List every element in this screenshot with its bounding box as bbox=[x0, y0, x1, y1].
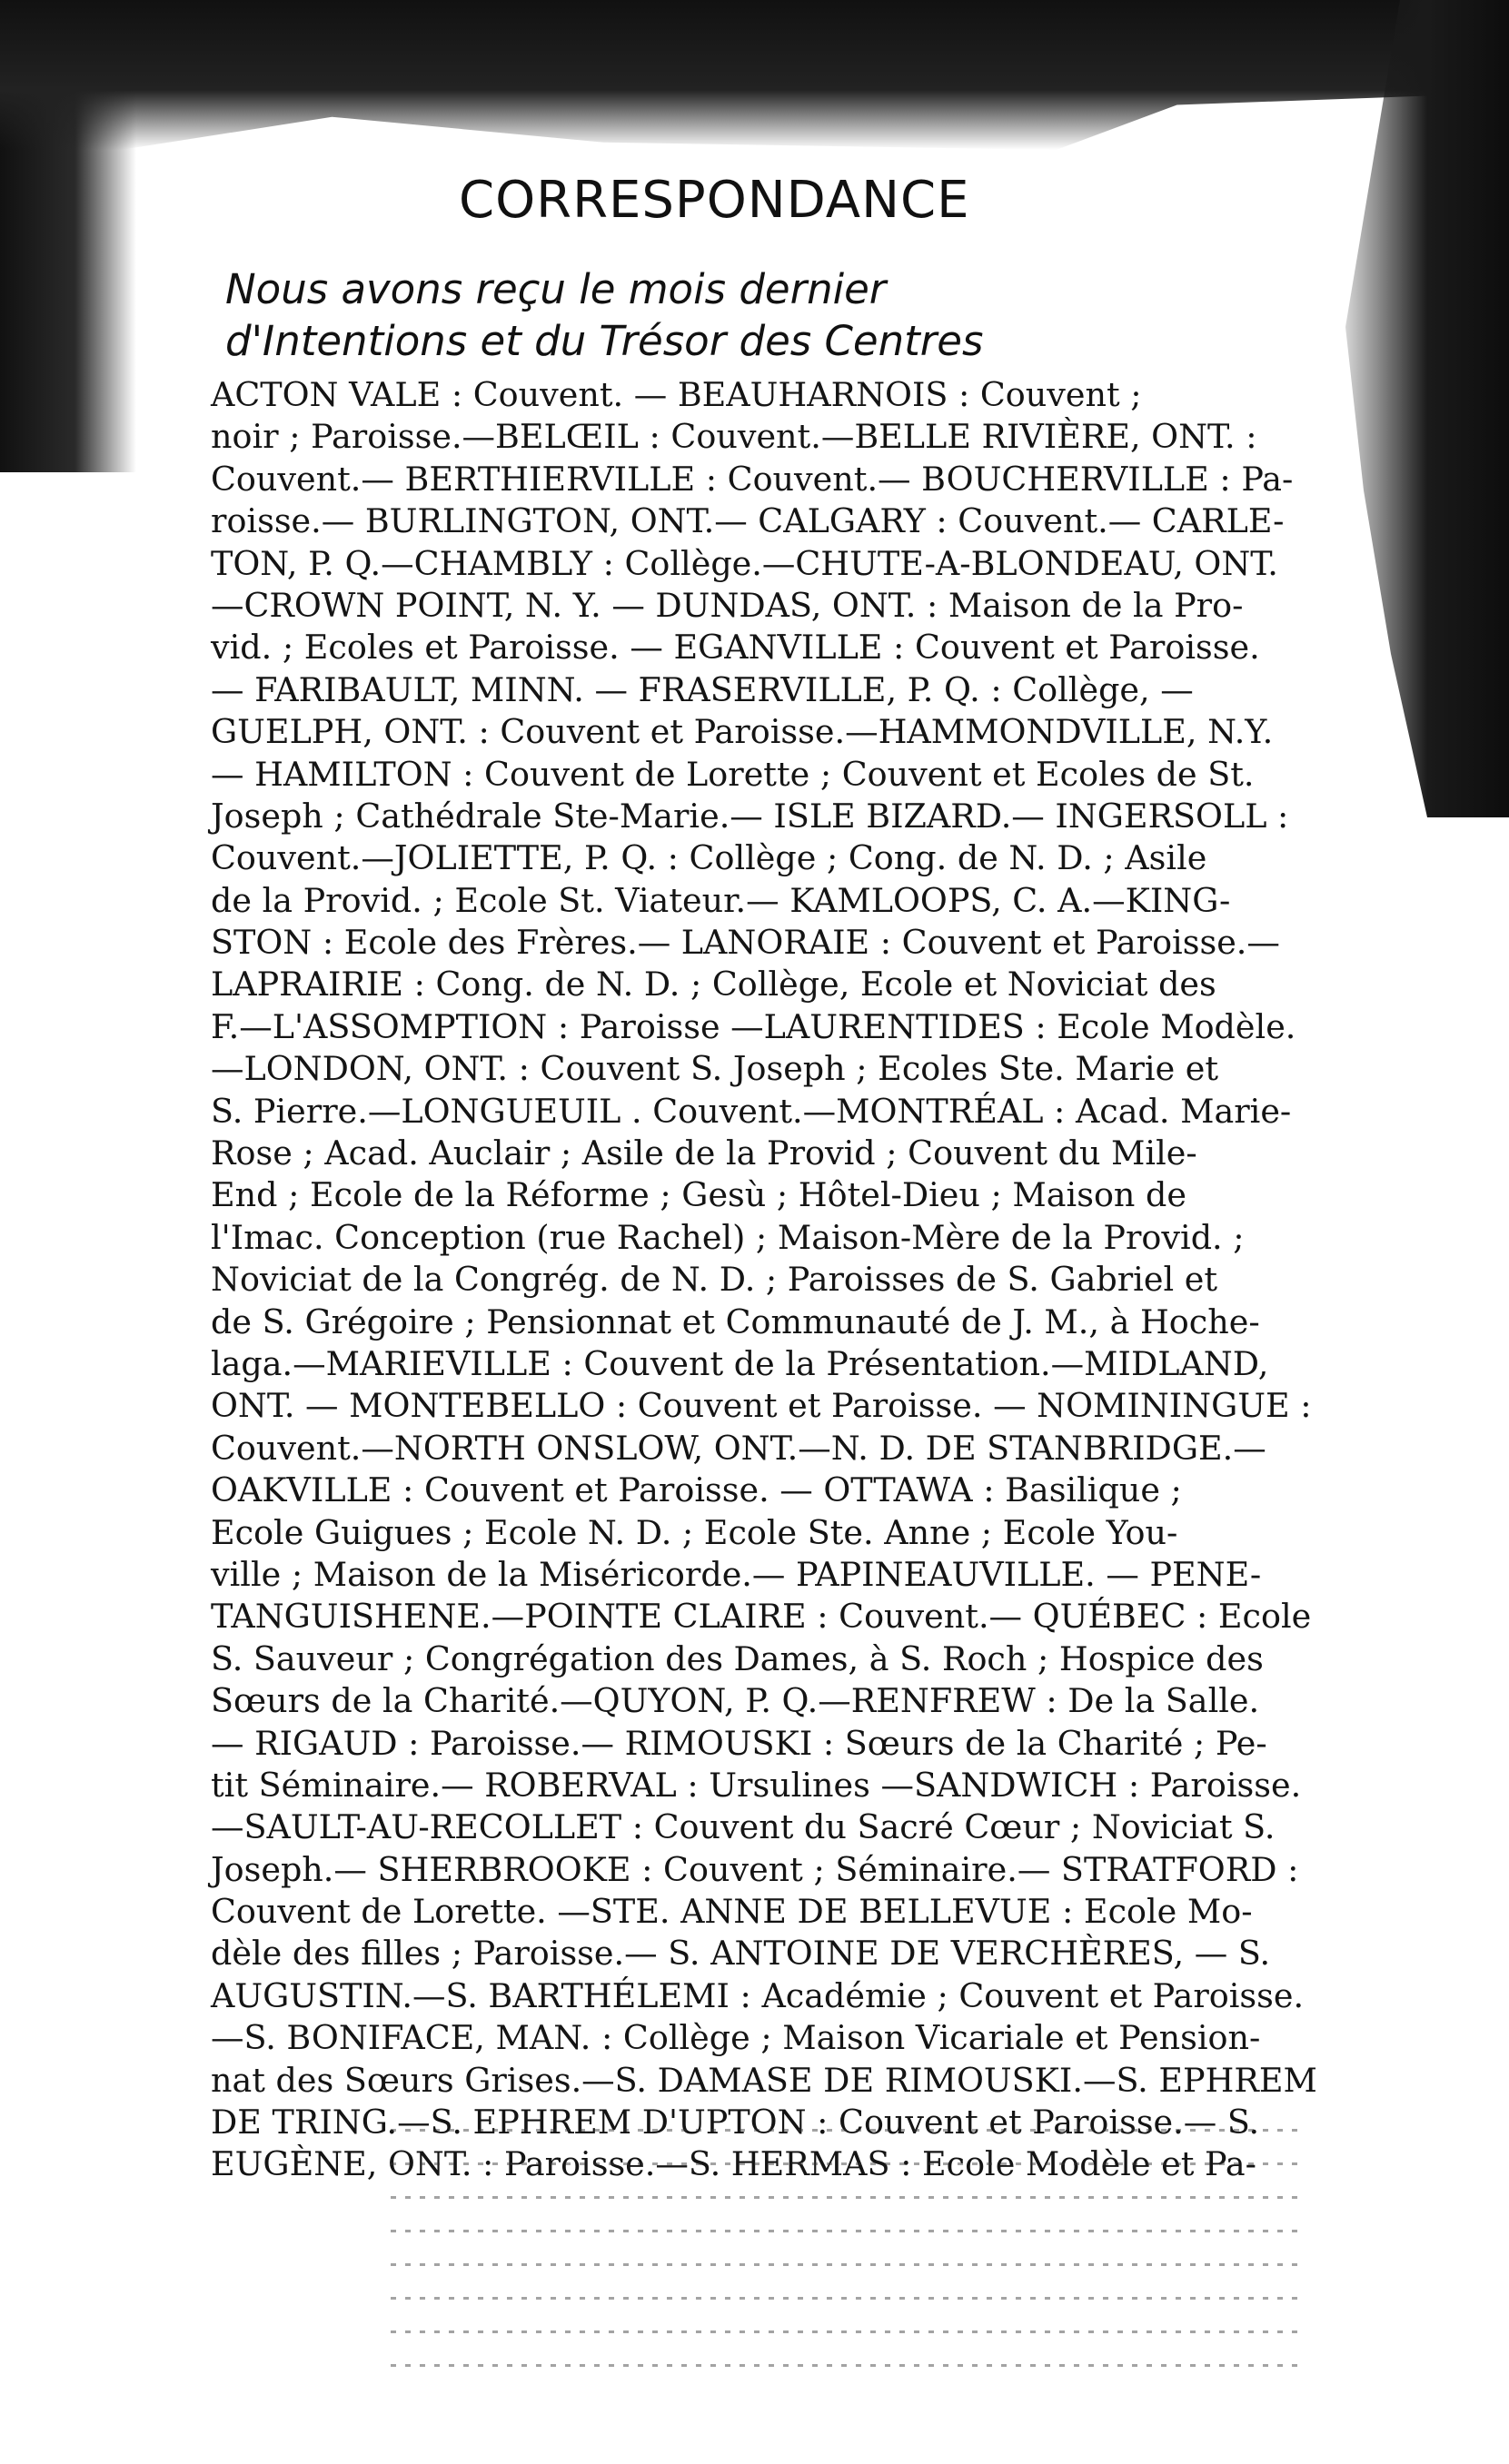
page-title: CORRESPONDANCE bbox=[459, 171, 970, 230]
text-line: AUGUSTIN.—S. BARTHÉLEMI : Académie ; Couvent et Paroisse. bbox=[211, 1975, 1305, 2015]
text-line: OAKVILLE : Couvent et Paroisse. — OTTAWA : Basilique ; bbox=[211, 1470, 1182, 1510]
text-line: —SAULT-AU-RECOLLET : Couvent du Sacré Cœur ; Noviciat S. bbox=[211, 1807, 1276, 1847]
text-line: Rose ; Acad. Auclair ; Asile de la Provid ; Couvent du Mile- bbox=[211, 1133, 1197, 1173]
intro-text bbox=[225, 263, 1315, 367]
text-line: noir ; Paroisse.—BELŒIL : Couvent.—BELLE RIVIÈRE, ONT. : bbox=[211, 417, 1257, 457]
text-line: End ; Ecole de la Réforme ; Gesù ; Hôtel-Dieu ; Maison de bbox=[211, 1175, 1187, 1215]
text-line: STON : Ecole des Frères.— LANORAIE : Couvent et Paroisse.— bbox=[211, 923, 1280, 963]
text-line: Joseph.— SHERBROOKE : Couvent ; Séminaire.— STRATFORD : bbox=[211, 1849, 1299, 1889]
text-line: Couvent de Lorette. —STE. ANNE DE BELLEVUE : Ecole Mo- bbox=[211, 1892, 1253, 1932]
text-line: — FARIBAULT, MINN. — FRASERVILLE, P. Q. : Collège, — bbox=[211, 669, 1194, 709]
text-line: TON, P. Q.—CHAMBLY : Collège.—CHUTE-A-BLONDEAU, ONT. bbox=[211, 543, 1278, 583]
text-line: ONT. — MONTEBELLO : Couvent et Paroisse. — NOMININGUE : bbox=[211, 1386, 1312, 1426]
text-line: S. Pierre.—LONGUEUIL . Couvent.—MONTRÉAL : Acad. Marie- bbox=[211, 1091, 1292, 1131]
text-line: —CROWN POINT, N. Y. — DUNDAS, ONT. : Maison de la Pro- bbox=[211, 585, 1244, 625]
text-line: LAPRAIRIE : Cong. de N. D. ; Collège, Ecole et Noviciat des bbox=[211, 965, 1216, 1004]
text-line: Couvent.— BERTHIERVILLE : Couvent.— BOUCHERVILLE : Pa- bbox=[211, 459, 1294, 499]
intro-line: d'Intentions et du Trésor des Centres bbox=[225, 317, 984, 365]
text-line: ACTON VALE : Couvent. — BEAUHARNOIS : Couvent ; bbox=[211, 375, 1142, 414]
text-line: DE TRING.—S. EPHREM D'UPTON : Couvent et Paroisse.— S. bbox=[211, 2103, 1260, 2142]
body-text bbox=[211, 374, 1328, 2186]
text-line: vid. ; Ecoles et Paroisse. — EGANVILLE : Couvent et Paroisse. bbox=[211, 628, 1260, 668]
text-line: ville ; Maison de la Miséricorde.— PAPINEAUVILLE. — PENE- bbox=[211, 1554, 1262, 1594]
text-line: Sœurs de la Charité.—QUYON, P. Q.—RENFREW : De la Salle. bbox=[211, 1681, 1260, 1721]
text-line: TANGUISHENE.—POINTE CLAIRE : Couvent.— QUÉBEC : Ecole bbox=[211, 1597, 1312, 1637]
text-line: F.—L'ASSOMPTION : Paroisse —LAURENTIDES : Ecole Modèle. bbox=[211, 1006, 1296, 1046]
text-line: l'Imac. Conception (rue Rachel) ; Maison-Mère de la Provid. ; bbox=[211, 1217, 1245, 1257]
text-line: EUGÈNE, ONT. : Paroisse.—S. HERMAS : Ecole Modèle et Pa- bbox=[211, 2144, 1256, 2184]
text-line: Noviciat de la Congrég. de N. D. ; Paroisses de S. Gabriel et bbox=[211, 1260, 1217, 1300]
page-damage-top bbox=[0, 0, 1509, 150]
text-line: dèle des filles ; Paroisse.— S. ANTOINE DE VERCHÈRES, — S. bbox=[211, 1934, 1271, 1974]
page-damage-right bbox=[1327, 0, 1509, 817]
faded-text-noise bbox=[391, 2098, 1299, 2425]
text-line: roisse.— BURLINGTON, ONT.— CALGARY : Couvent.— CARLE- bbox=[211, 501, 1285, 541]
text-line: Ecole Guigues ; Ecole N. D. ; Ecole Ste. Anne ; Ecole You- bbox=[211, 1512, 1178, 1552]
text-line: S. Sauveur ; Congrégation des Dames, à S. Roch ; Hospice des bbox=[211, 1638, 1264, 1678]
text-line: de la Provid. ; Ecole St. Viateur.— KAMLOOPS, C. A.—KING- bbox=[211, 880, 1231, 920]
text-line: — HAMILTON : Couvent de Lorette ; Couvent et Ecoles de St. bbox=[211, 754, 1255, 794]
text-line: de S. Grégoire ; Pensionnat et Communauté de J. M., à Hoche- bbox=[211, 1301, 1260, 1341]
text-line: —LONDON, ONT. : Couvent S. Joseph ; Ecoles Ste. Marie et bbox=[211, 1049, 1219, 1089]
text-line: laga.—MARIEVILLE : Couvent de la Présentation.—MIDLAND, bbox=[211, 1343, 1269, 1383]
text-line: — RIGAUD : Paroisse.— RIMOUSKI : Sœurs de la Charité ; Pe- bbox=[211, 1723, 1267, 1763]
intro-line: Nous avons reçu le mois dernier bbox=[225, 265, 887, 313]
text-line: Couvent.—JOLIETTE, P. Q. : Collège ; Cong. de N. D. ; Asile bbox=[211, 838, 1207, 878]
text-line: Couvent.—NORTH ONSLOW, ONT.—N. D. DE STANBRIDGE.— bbox=[211, 1428, 1266, 1468]
text-line: Joseph ; Cathédrale Ste-Marie.— ISLE BIZARD.— INGERSOLL : bbox=[211, 796, 1289, 836]
text-line: tit Séminaire.— ROBERVAL : Ursulines —SANDWICH : Paroisse. bbox=[211, 1765, 1302, 1805]
text-line: GUELPH, ONT. : Couvent et Paroisse.—HAMMONDVILLE, N.Y. bbox=[211, 712, 1274, 752]
text-line: —S. BONIFACE, MAN. : Collège ; Maison Vicariale et Pension- bbox=[211, 2018, 1261, 2058]
text-line: nat des Sœurs Grises.—S. DAMASE DE RIMOUSKI.—S. EPHREM bbox=[211, 2060, 1317, 2100]
